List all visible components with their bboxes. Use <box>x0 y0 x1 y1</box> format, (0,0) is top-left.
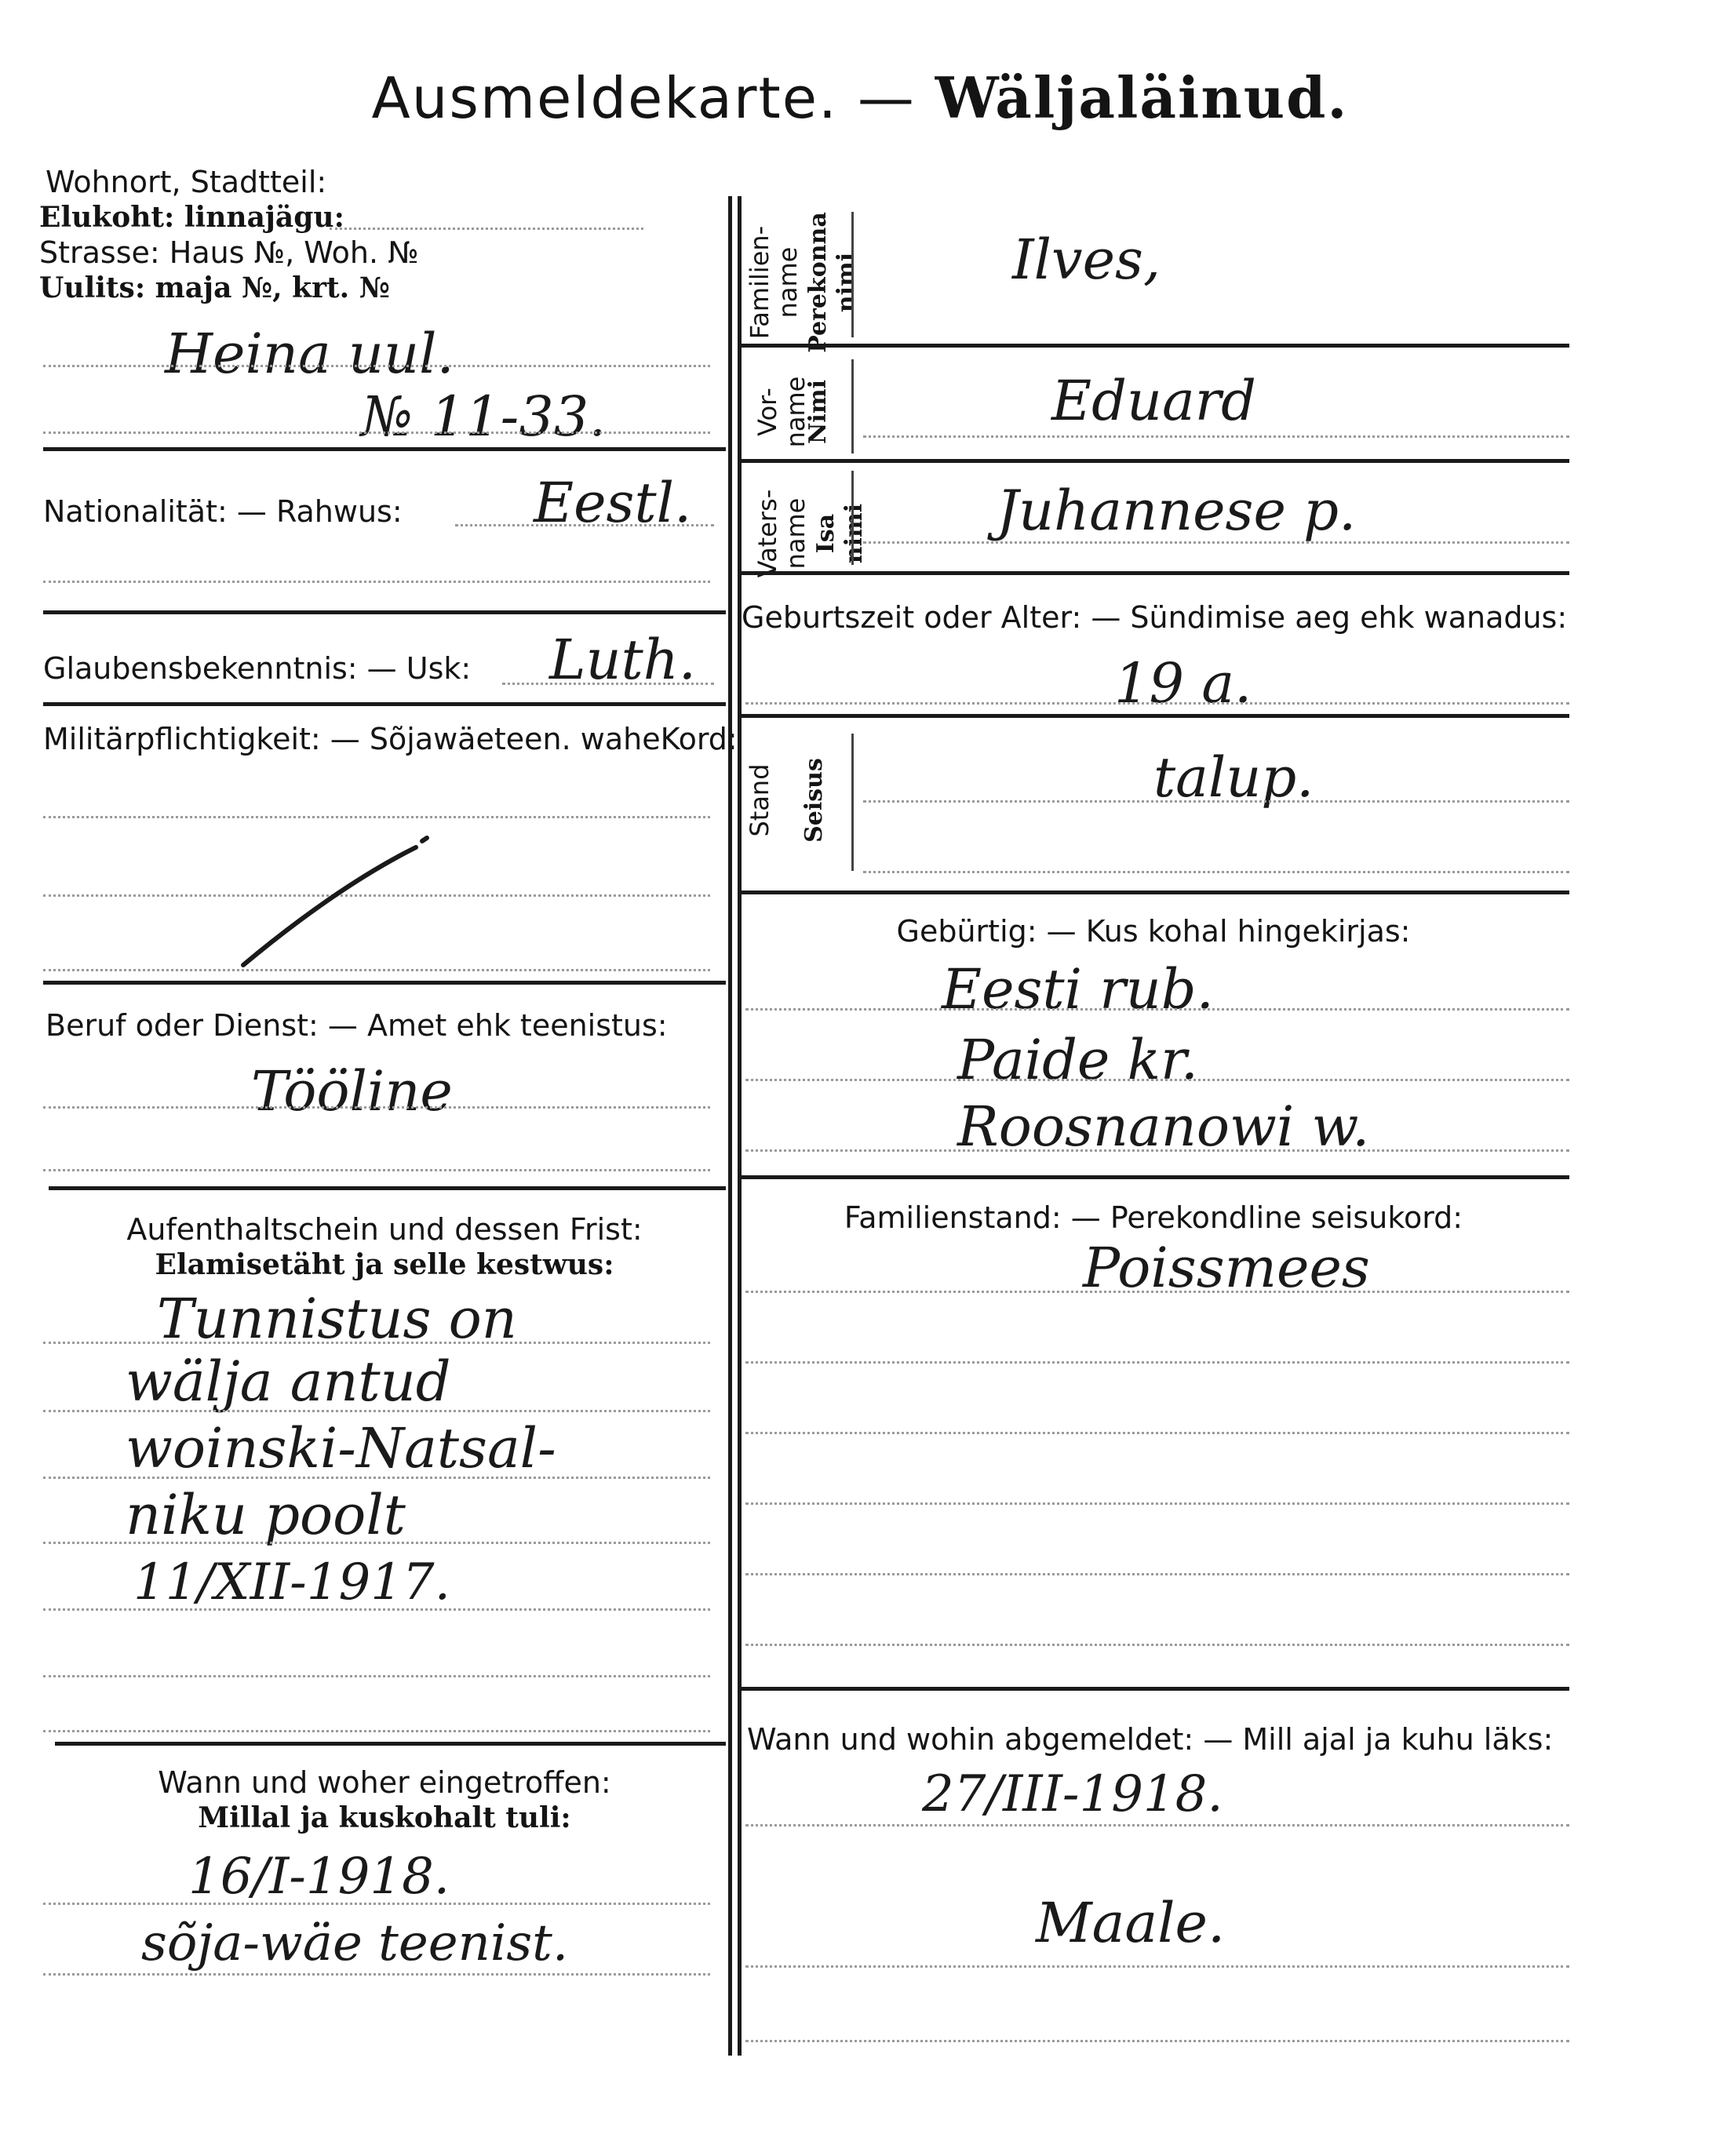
nationality-value: Eestl. <box>534 471 692 535</box>
first-name-value: Eduard <box>1051 369 1256 433</box>
divider <box>738 1175 1569 1179</box>
dotted-line <box>745 702 1569 705</box>
residence-permit-line-2: wälja antud <box>126 1349 451 1414</box>
birthplace-line-1: Eesti rub. <box>942 957 1214 1022</box>
residence-number-value: № 11-33. <box>361 384 607 449</box>
status-label-et: Seisus <box>800 758 828 843</box>
dotted-line <box>745 1965 1569 1968</box>
father-name-label-et: Isa nimi <box>812 503 868 564</box>
divider <box>738 890 1569 894</box>
dotted-line <box>745 1824 1569 1826</box>
nationality-label: Nationalität: — Rahwus: <box>43 494 403 529</box>
dotted-line <box>43 365 710 367</box>
residence-permit-label-et: Elamisetäht ja selle kestwus: <box>155 1248 614 1281</box>
residence-permit-line-5: 11/XII-1917. <box>133 1553 450 1612</box>
dotted-line <box>745 1291 1569 1293</box>
dotted-line <box>502 683 714 685</box>
dotted-line <box>745 1573 1569 1575</box>
religion-label: Glaubensbekenntnis: — Usk: <box>43 651 472 686</box>
departure-date-value: 27/III-1918. <box>922 1765 1223 1823</box>
dotted-line <box>43 1973 710 1976</box>
father-name-label-de: Vaters- name <box>752 489 811 578</box>
dotted-line <box>745 1432 1569 1434</box>
residence-permit-line-1: Tunnistus on <box>157 1287 517 1351</box>
birthplace-line-2: Paide kr. <box>957 1028 1199 1092</box>
first-name-label-de: Vor- name <box>752 376 811 448</box>
dotted-line <box>43 432 710 434</box>
occupation-label: Beruf oder Dienst: — Amet ehk teenistus: <box>46 1008 668 1043</box>
dotted-line <box>863 800 1569 803</box>
arrival-date-value: 16/I-1918. <box>188 1848 450 1906</box>
dotted-line <box>745 2040 1569 2042</box>
dotted-line <box>745 1644 1569 1646</box>
dotted-line <box>43 581 710 583</box>
divider <box>43 702 726 706</box>
dotted-line <box>330 228 643 230</box>
family-status-label: Familienstand: — Perekondline seisukord: <box>844 1200 1463 1235</box>
dotted-line <box>43 1903 710 1905</box>
birthplace-line-3: Roosnanowi w. <box>957 1094 1370 1159</box>
dotted-line <box>863 541 1569 544</box>
religion-value: Luth. <box>549 628 697 692</box>
family-name-label-et: Perekonna nimi <box>804 212 860 353</box>
dotted-line <box>745 1008 1569 1011</box>
dotted-line <box>43 1106 710 1109</box>
dotted-line <box>43 1542 710 1544</box>
dotted-line <box>43 1608 710 1611</box>
family-name-value: Ilves, <box>1012 228 1161 292</box>
column-divider-inner <box>738 196 742 2056</box>
divider <box>738 714 1569 718</box>
arrival-label-et: Millal ja kuskohalt tuli: <box>198 1801 571 1834</box>
label-separator <box>851 359 854 453</box>
dotted-line <box>863 435 1569 438</box>
arrival-label-de: Wann und woher eingetroffen: <box>158 1765 611 1800</box>
residence-permit-line-4: niku poolt <box>126 1483 406 1547</box>
label-separator <box>851 212 854 337</box>
departure-label: Wann und wohin abgemeldet: — Mill ajal ja kuhu läks: <box>747 1722 1554 1757</box>
birth-label: Geburtszeit oder Alter: — Sündimise aeg ehk wanadus: <box>742 600 1568 635</box>
dotted-line <box>745 1502 1569 1505</box>
card-title <box>0 64 1720 131</box>
dotted-line <box>43 1410 710 1412</box>
birth-value: 19 a. <box>1114 651 1252 716</box>
dotted-line <box>863 871 1569 873</box>
dotted-line <box>43 1342 710 1344</box>
departure-destination-value: Maale. <box>1036 1891 1226 1955</box>
divider <box>738 1687 1569 1691</box>
family-status-value: Poissmees <box>1083 1236 1370 1300</box>
divider <box>43 447 726 451</box>
father-name-value: Juhannese p. <box>997 479 1357 543</box>
residence-label-et-2: Uulits: maja №, krt. № <box>39 271 390 304</box>
blank-dash-mark <box>235 832 439 973</box>
residence-permit-line-3: woinski-Natsal- <box>126 1416 556 1480</box>
military-label: Militärpflichtigkeit: — Sõjawäeteen. waheKord: <box>43 722 738 756</box>
dotted-line <box>43 1675 710 1677</box>
dotted-line <box>745 1149 1569 1152</box>
dotted-line <box>745 1361 1569 1364</box>
title-german: Ausmeldekarte. <box>371 65 838 131</box>
family-name-label-de: Familien- name <box>745 225 803 340</box>
dotted-line <box>745 1079 1569 1081</box>
status-label-de: Stand <box>745 763 774 837</box>
dotted-line <box>455 524 714 526</box>
label-separator <box>851 734 854 871</box>
status-value: talup. <box>1153 745 1314 810</box>
label-separator <box>851 471 854 565</box>
residence-label-de-2: Strasse: Haus №, Woh. № <box>39 235 419 270</box>
arrival-origin-value: sõja-wäe teenist. <box>141 1914 569 1972</box>
dotted-line <box>43 816 710 818</box>
residence-label-de-1: Wohnort, Stadtteil: <box>46 165 327 199</box>
divider <box>49 1186 726 1190</box>
occupation-value: Tööline <box>251 1059 453 1124</box>
birthplace-label: Gebürtig: — Kus kohal hingekirjas: <box>896 914 1411 949</box>
divider <box>55 1742 726 1746</box>
residence-label-et-1: Elukoht: linnajägu: <box>39 201 344 234</box>
first-name-label-et: Nimi <box>804 380 832 444</box>
title-estonian: Wäljaläinud. <box>935 64 1349 131</box>
divider <box>43 981 726 985</box>
residence-street-value: Heina uul. <box>165 322 454 386</box>
divider <box>738 344 1569 348</box>
divider <box>43 610 726 614</box>
divider <box>738 459 1569 463</box>
title-separator: — <box>857 65 916 131</box>
column-divider <box>728 196 732 2056</box>
divider <box>738 571 1569 575</box>
dotted-line <box>43 1169 710 1171</box>
dotted-line <box>43 1477 710 1479</box>
residence-permit-label-de: Aufenthaltschein und dessen Frist: <box>126 1212 643 1247</box>
dotted-line <box>43 1730 710 1732</box>
